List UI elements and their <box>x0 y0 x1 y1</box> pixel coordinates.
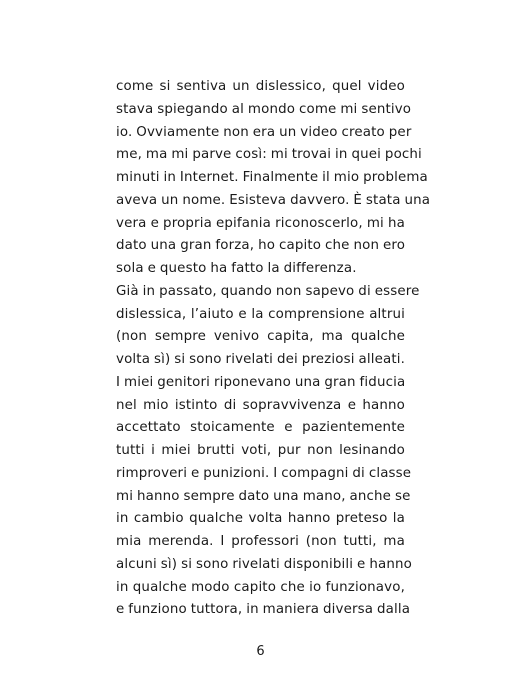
text-line: mia merenda. I professori (non tutti, ma <box>116 534 405 549</box>
body-text <box>116 76 431 622</box>
text-line: I miei genitori riponevano una gran fiducia <box>116 374 406 390</box>
text-line: in cambio qualche volta hanno preteso la <box>116 511 405 527</box>
page-number: 6 <box>256 644 265 659</box>
text-line: vera e propria epifania riconoscerlo, mi ha <box>116 215 405 231</box>
text-line: stava spiegando al mondo come mi sentivo <box>116 101 412 117</box>
text-line: Già in passato, quando non sapevo di essere <box>116 283 420 299</box>
text-line: nel mio istinto di sopravvivenza e hanno <box>116 397 405 413</box>
text-line: aveva un nome. Esisteva davvero. È stata una <box>116 192 431 208</box>
text-line: minuti in Internet. Finalmente il mio problema <box>116 170 428 185</box>
text-line: come si sentiva un dislessico, quel video <box>116 79 405 94</box>
text-line: alcuni sì) si sono rivelati disponibili e hanno <box>116 556 412 572</box>
text-line: (non sempre venivo capita, ma qualche <box>116 329 405 345</box>
text-line: e funziono tuttora, in maniera diversa dalla <box>116 602 411 618</box>
text-line: io. Ovviamente non era un video creato per <box>116 124 412 140</box>
text-line: dislessica, l’aiuto e la comprensione altrui <box>116 306 405 322</box>
text-line: dato una gran forza, ho capito che non ero <box>116 238 406 254</box>
text-line: accettato stoicamente e pazientemente <box>116 420 405 436</box>
text-line: volta sì) si sono rivelati dei preziosi alleati. <box>116 352 405 367</box>
text-line: mi hanno sempre dato una mano, anche se <box>116 488 411 504</box>
text-line: in qualche modo capito che io funzionavo, <box>116 579 405 595</box>
text-line: tutti i miei brutti voti, pur non lesinando <box>116 443 405 458</box>
text-line: me, ma mi parve così: mi trovai in quei pochi <box>116 147 422 163</box>
text-line: rimproveri e punizioni. I compagni di classe <box>116 465 412 481</box>
text-line-paragraph-end: sola e questo ha fatto la differenza. <box>116 261 357 276</box>
